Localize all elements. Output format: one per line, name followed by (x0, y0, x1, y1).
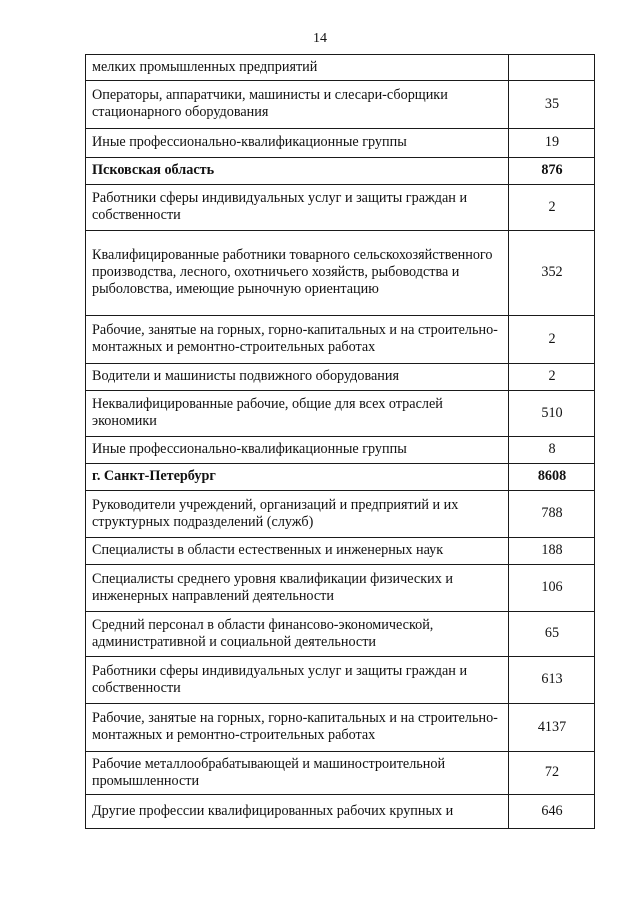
occupation-group-cell: Средний персонал в области финансово-экономической, административной и социальной деятельности (86, 612, 509, 657)
data-table (85, 54, 595, 829)
count-cell: 788 (509, 491, 595, 538)
count-cell: 8 (509, 437, 595, 464)
table-row (86, 795, 595, 829)
count-cell: 613 (509, 657, 595, 704)
table-row (86, 129, 595, 158)
occupation-group-cell: Неквалифицированные рабочие, общие для всех отраслей экономики (86, 391, 509, 437)
count-cell: 646 (509, 795, 595, 829)
table-row (86, 364, 595, 391)
occupation-group-cell: Руководители учреждений, организаций и предприятий и их структурных подразделений (служб) (86, 491, 509, 538)
table-row (86, 231, 595, 316)
occupation-group-cell: Другие профессии квалифицированных рабочих крупных и (86, 795, 509, 829)
occupation-group-cell: Специалисты в области естественных и инженерных наук (86, 538, 509, 565)
table-row (86, 565, 595, 612)
table-row (86, 81, 595, 129)
occupation-group-cell: Иные профессионально-квалификационные группы (86, 129, 509, 158)
table-row (86, 612, 595, 657)
region-row (86, 158, 595, 185)
count-cell: 72 (509, 752, 595, 795)
region-name-cell: г. Санкт-Петербург (86, 464, 509, 491)
count-cell: 35 (509, 81, 595, 129)
table-row (86, 437, 595, 464)
table-row (86, 185, 595, 231)
occupation-group-cell: Работники сферы индивидуальных услуг и защиты граждан и собственности (86, 185, 509, 231)
table-row (86, 55, 595, 81)
table-row (86, 704, 595, 752)
count-cell: 352 (509, 231, 595, 316)
count-cell: 19 (509, 129, 595, 158)
count-cell: 4137 (509, 704, 595, 752)
page-number: 14 (313, 31, 327, 46)
occupation-group-cell: Квалифицированные работники товарного сельскохозяйственного производства, лесного, охотничьего хозяйств, рыбоводства и рыболовства, имеющие рыночную ориентацию (86, 231, 509, 316)
occupation-group-cell: Водители и машинисты подвижного оборудования (86, 364, 509, 391)
table-row (86, 657, 595, 704)
table-row (86, 491, 595, 538)
count-cell: 188 (509, 538, 595, 565)
occupation-group-cell: Операторы, аппаратчики, машинисты и слесари-сборщики стационарного оборудования (86, 81, 509, 129)
count-cell (509, 55, 595, 81)
occupation-group-cell: Работники сферы индивидуальных услуг и защиты граждан и собственности (86, 657, 509, 704)
occupation-group-cell: Иные профессионально-квалификационные группы (86, 437, 509, 464)
table-row (86, 752, 595, 795)
occupation-group-cell: мелких промышленных предприятий (86, 55, 509, 81)
table-row (86, 538, 595, 565)
table-body (86, 55, 595, 829)
table-row (86, 391, 595, 437)
count-cell: 510 (509, 391, 595, 437)
count-cell: 2 (509, 316, 595, 364)
count-cell: 2 (509, 364, 595, 391)
region-total-cell: 8608 (509, 464, 595, 491)
region-total-cell: 876 (509, 158, 595, 185)
count-cell: 106 (509, 565, 595, 612)
count-cell: 65 (509, 612, 595, 657)
occupation-group-cell: Рабочие, занятые на горных, горно-капитальных и на строительно-монтажных и ремонтно-строительных работах (86, 316, 509, 364)
occupation-group-cell: Специалисты среднего уровня квалификации физических и инженерных направлений деятельности (86, 565, 509, 612)
region-row (86, 464, 595, 491)
occupation-group-cell: Рабочие металлообрабатывающей и машиностроительной промышленности (86, 752, 509, 795)
region-name-cell: Псковская область (86, 158, 509, 185)
occupation-group-cell: Рабочие, занятые на горных, горно-капитальных и на строительно-монтажных и ремонтно-строительных работах (86, 704, 509, 752)
count-cell: 2 (509, 185, 595, 231)
table-row (86, 316, 595, 364)
